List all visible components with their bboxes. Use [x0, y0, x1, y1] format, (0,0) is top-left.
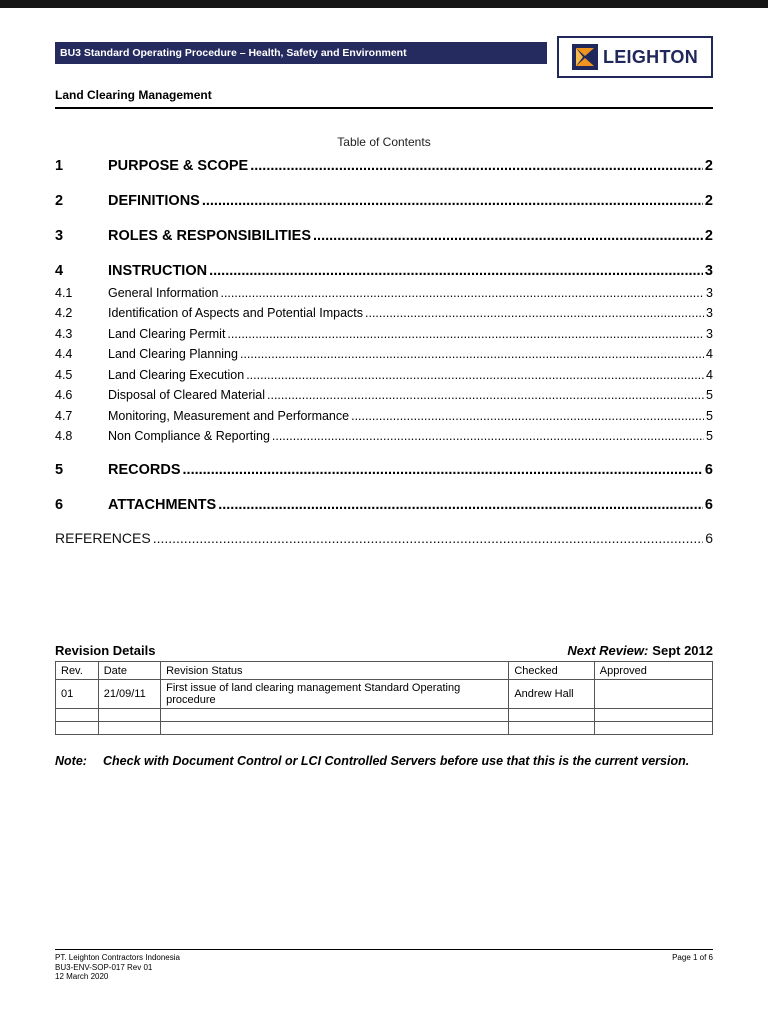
toc-entry-number: 2 [55, 193, 64, 209]
toc-entry [55, 192, 713, 210]
title-divider [55, 107, 713, 109]
table-cell [594, 680, 712, 709]
toc-entry [55, 262, 713, 280]
toc-entry-label: Disposal of Cleared Material [108, 388, 266, 402]
toc-entry-label: PURPOSE & SCOPE [108, 158, 249, 174]
toc-entry [55, 530, 713, 547]
toc-entry-number: 4 [55, 263, 64, 279]
toc-entry-label: Land Clearing Execution [108, 367, 245, 382]
table-cell [509, 722, 594, 735]
footer-date: 12 March 2020 [55, 972, 109, 981]
toc-entry-page: 5 [706, 388, 713, 402]
header-bar-title: BU3 Standard Operating Procedure – Health, Safety and Environment [60, 47, 407, 59]
toc-entry [55, 367, 713, 383]
footer-company: PT. Leighton Contractors Indonesia [55, 953, 180, 962]
table-cell: First issue of land clearing management Standard Operating procedure [161, 680, 509, 709]
footer-row [55, 953, 713, 982]
toc-entry-number: 1 [55, 158, 64, 174]
column-header: Approved [594, 662, 712, 680]
table-cell [56, 709, 99, 722]
table-cell [509, 709, 594, 722]
toc-leader-dots [227, 326, 704, 342]
column-header: Rev. [56, 662, 99, 680]
toc-entry-number: 6 [55, 497, 64, 513]
toc-entry-label: DEFINITIONS [108, 193, 200, 209]
toc-entry-label: Non Compliance & Reporting [108, 429, 270, 443]
toc-leader-dots [246, 367, 704, 383]
toc-entry-page: 2 [704, 193, 713, 209]
toc-entry-page: 5 [706, 429, 713, 443]
toc-leader-dots [153, 530, 704, 547]
control-note [55, 753, 713, 770]
toc-entry-number: 4.6 [55, 388, 73, 402]
toc-entry-page: 4 [706, 367, 713, 382]
table-cell [594, 709, 712, 722]
toc-leader-dots [365, 305, 704, 321]
toc-entry [55, 346, 713, 362]
revision-section [55, 643, 713, 735]
toc-entry [55, 157, 713, 175]
toc-entry-page: 4 [706, 347, 713, 361]
toc-entry [55, 285, 713, 301]
table-cell [98, 722, 160, 735]
toc-entry-label: General Information [108, 285, 219, 300]
toc-leader-dots [250, 157, 703, 175]
table-cell [56, 722, 99, 735]
table-cell [161, 722, 509, 735]
toc-entry-label: ROLES & RESPONSIBILITIES [108, 228, 312, 244]
footer-divider [55, 949, 713, 950]
table-cell [161, 709, 509, 722]
toc-entry-number: 4.4 [55, 347, 73, 361]
leighton-logo [557, 36, 713, 78]
toc-entry-number: 4.3 [55, 326, 73, 341]
toc-leader-dots [267, 387, 704, 403]
toc-entry-page: 3 [706, 306, 713, 320]
toc-leader-dots [313, 227, 703, 245]
revision-table-header-row [56, 662, 713, 680]
toc-leader-dots [202, 192, 703, 210]
header-bar [55, 42, 547, 64]
toc-entry-page: 2 [704, 228, 713, 244]
toc-entry-label: REFERENCES [55, 530, 151, 546]
table-cell: 21/09/11 [98, 680, 160, 709]
note-text: Check with Document Control or LCI Controlled Servers before use that this is the current version. [103, 754, 690, 768]
document-title: Land Clearing Management [55, 88, 212, 102]
footer-page-number: Page 1 of 6 [672, 953, 713, 962]
page-content [55, 0, 713, 770]
next-review-value: Sept 2012 [652, 643, 713, 658]
table-cell: 01 [56, 680, 99, 709]
toc-leader-dots [218, 496, 703, 514]
leighton-logo-text: LEIGHTON [602, 46, 699, 67]
toc-entry-page: 3 [704, 263, 713, 279]
toc-leader-dots [220, 285, 704, 301]
toc-leader-dots [183, 461, 703, 479]
toc-leader-dots [272, 428, 704, 444]
revision-header [55, 643, 713, 658]
toc-entry [55, 496, 713, 514]
next-review [567, 643, 713, 658]
toc-entry [55, 305, 713, 321]
toc-entry [55, 326, 713, 342]
footer-doc-number: BU3-ENV-SOP-017 Rev 01 [55, 962, 153, 972]
toc-entry-number: 4.7 [55, 408, 73, 423]
toc-leader-dots [209, 262, 703, 280]
toc-entry-label: Land Clearing Permit [108, 326, 226, 341]
toc-entry [55, 387, 713, 403]
column-header: Date [98, 662, 160, 680]
revision-title: Revision Details [55, 643, 156, 658]
toc-entry [55, 428, 713, 444]
toc-leader-dots [351, 408, 704, 424]
toc-entry-number: 4.5 [55, 367, 73, 382]
revision-table [55, 661, 713, 735]
table-cell [98, 709, 160, 722]
table-cell [594, 722, 712, 735]
column-header: Checked [509, 662, 594, 680]
table-cell: Andrew Hall [509, 680, 594, 709]
table-row [56, 722, 713, 735]
column-header: Revision Status [161, 662, 509, 680]
note-label: Note: [55, 754, 87, 768]
toc-entry-page: 3 [706, 326, 713, 341]
toc-entry-label: Identification of Aspects and Potential Impacts [108, 306, 364, 320]
toc-entry-number: 5 [55, 462, 64, 478]
toc-entry-number: 3 [55, 228, 64, 244]
leighton-logo-icon [572, 44, 598, 70]
toc-entry-label: RECORDS [108, 462, 181, 478]
toc-leader-dots [240, 346, 704, 362]
toc-entry-number: 4.2 [55, 306, 73, 320]
toc-entry-page: 6 [705, 530, 713, 546]
toc-entry-label: Monitoring, Measurement and Performance [108, 408, 350, 423]
toc-entry-label: INSTRUCTION [108, 263, 208, 279]
toc-entry-number: 4.1 [55, 285, 73, 300]
document-header [55, 36, 713, 78]
toc-entry-page: 5 [706, 408, 713, 423]
toc-entry-page: 2 [704, 158, 713, 174]
toc-entry [55, 408, 713, 424]
toc-entry-label: Land Clearing Planning [108, 347, 238, 361]
toc-entry-label: ATTACHMENTS [108, 497, 217, 513]
toc-entry-number: 4.8 [55, 429, 73, 443]
page-footer [55, 949, 713, 982]
toc-entry-page: 6 [704, 462, 713, 478]
next-review-label: Next Review: [567, 643, 649, 658]
toc-entry-page: 3 [706, 285, 713, 300]
table-row [56, 680, 713, 709]
footer-left [55, 953, 180, 982]
table-row [56, 709, 713, 722]
toc-entry-page: 6 [704, 497, 713, 513]
toc-title: Table of Contents [337, 135, 431, 149]
table-of-contents [55, 157, 713, 547]
toc-entry [55, 227, 713, 245]
toc-entry [55, 461, 713, 479]
